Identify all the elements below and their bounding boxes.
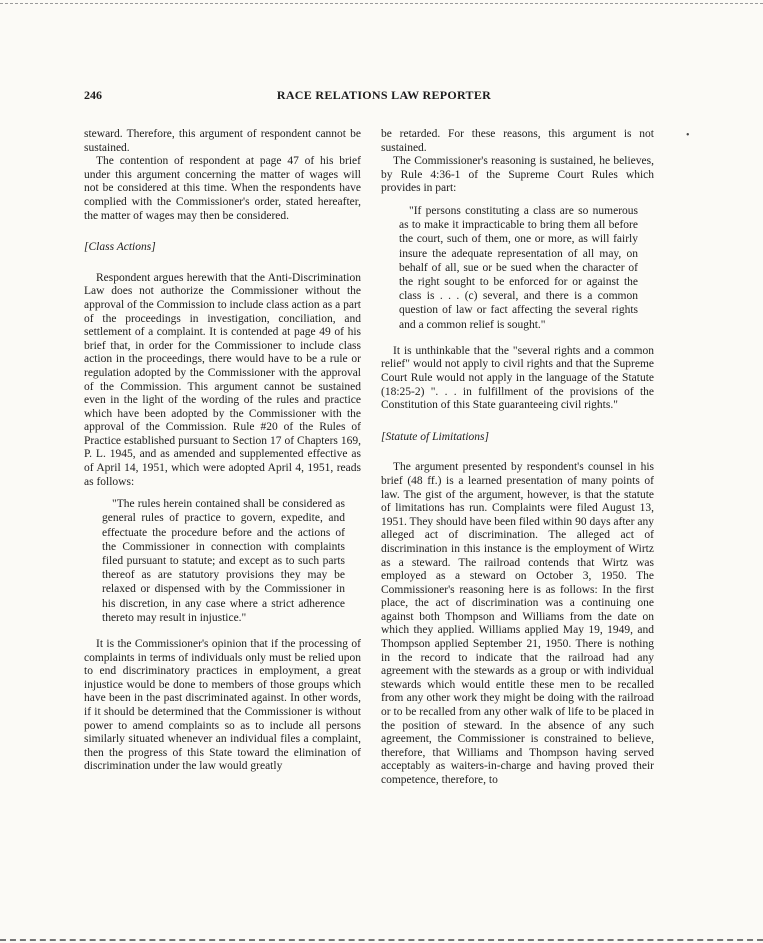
paragraph: The Commissioner's reasoning is sustained, he believes, by Rule 4:36-1 of the Supreme Court Rules which provides in part: [381,155,654,195]
top-border [0,3,763,4]
running-head: RACE RELATIONS LAW REPORTER [276,88,492,102]
block-quote: "If persons constituting a class are so numerous as to make it impracticable to bring them all before the court, such of them, one or more, as will fairly insure the adequate representation of all may, on behalf of all, sue or be sued when the character of the right sought to be enforced for or against the class is . . . (c) several, and there is a common question of law or fact affecting the several rights and a common relief is sought." [399,204,638,331]
bottom-border [0,939,763,941]
paragraph: be retarded. For these reasons, this argument is not sustained. [381,128,654,154]
stray-mark: • [686,130,690,141]
block-quote: "The rules herein contained shall be considered as general rules of practice to govern, expedite, and effectuate the procedure before and the actions of the Commissioner in connection with complaints filed pursuant to statute; and except as to such parts thereof as are statutory provisions they may be relaxed or dispensed with by the Commissioner in his discretion, in any case where a strict adherence thereto may result in injustice." [102,498,345,624]
paragraph: It is unthinkable that the "several rights and a common relief" would not apply to civil rights and that the Supreme Court Rule would not apply in the language of the Statute (18:25-2) ". . . in fulfillment of the provisions of the Constitution of this State guaranteeing civil rights." [381,344,654,412]
paragraph: The argument presented by respondent's counsel in his brief (48 ff.) is a learned presentation of many points of law. The gist of the argument, however, is that the statute of limitations has run. Complaints were filed August 13, 1951. They should have been filed within 90 days after any alleged act of discrimination. The alleged act of discrimination in this instance is the employment of Wirtz as a steward. The railroad contends that Wirtz was employed as a steward on October 3, 1950. The Commissioner's reasoning here is as follows: In the first place, the act of discrimination was a continuing one against both Thompson and Williams from the date on which they applied. Williams applied May 19, 1949, and Thompson applied September 21, 1950. There is nothing in the record to indicate that the railroad had any agreement with the stewards as a group or with individual stewards which would entitle these men to be recalled from any other work they might be doing with the railroad or to be recalled from any other walk of life to be placed in the position of steward. In the absence of any such agreement, the Commissioner is constrained to believe, therefore, that Williams and Thompson having served acceptably as waiters-in-charge and having proved their competence, therefore, to [381,461,654,787]
page-number: 246 [84,88,102,102]
left-column [84,128,361,774]
section-heading: [Class Actions] [84,241,156,254]
paragraph: The contention of respondent at page 47 of his brief under this argument concerning the matter of wages will not be considered at this time. When the respondents have complied with the Commissioner's order, stated hereafter, the matter of wages may then be considered. [84,155,361,222]
page-header [84,88,684,104]
right-column [381,128,654,788]
paragraph: Respondent argues herewith that the Anti-Discrimination Law does not authorize the Commissioner without the approval of the Commission to include class action as a part of the proceedings in investigation, conciliation, and settlement of a complaint. It is contended at page 49 of his brief that, in order for the Commissioner to include class action in the proceedings, there would have to be a rule or regulation adopted by the Commissioner with the approval of the Commission. This argument cannot be sustained even in the light of the wording of the rules and practice which have been adopted by the Commissioner with the approval of the Commission. Rule #20 of the Rules of Practice established pursuant to Section 17 of Chapters 169, P. L. 1945, and as amended and supplemented effective as of April 14, 1951, which were adopted April 4, 1951, reads as follows: [84,271,361,488]
paragraph: steward. Therefore, this argument of respondent cannot be sustained. [84,128,361,154]
paragraph: It is the Commissioner's opinion that if the processing of complaints in terms of individuals only must be relied upon to end discriminatory practices in employment, a great injustice would be done to members of those groups which have been in the past discriminated against. In other words, if it should be determined that the Commissioner is without power to amend complaints so as to include all persons similarly situated whenever an individual files a complaint, then the progress of this State toward the elimination of discrimination under the law would greatly [84,638,361,773]
section-heading: [Statute of Limitations] [381,430,489,443]
